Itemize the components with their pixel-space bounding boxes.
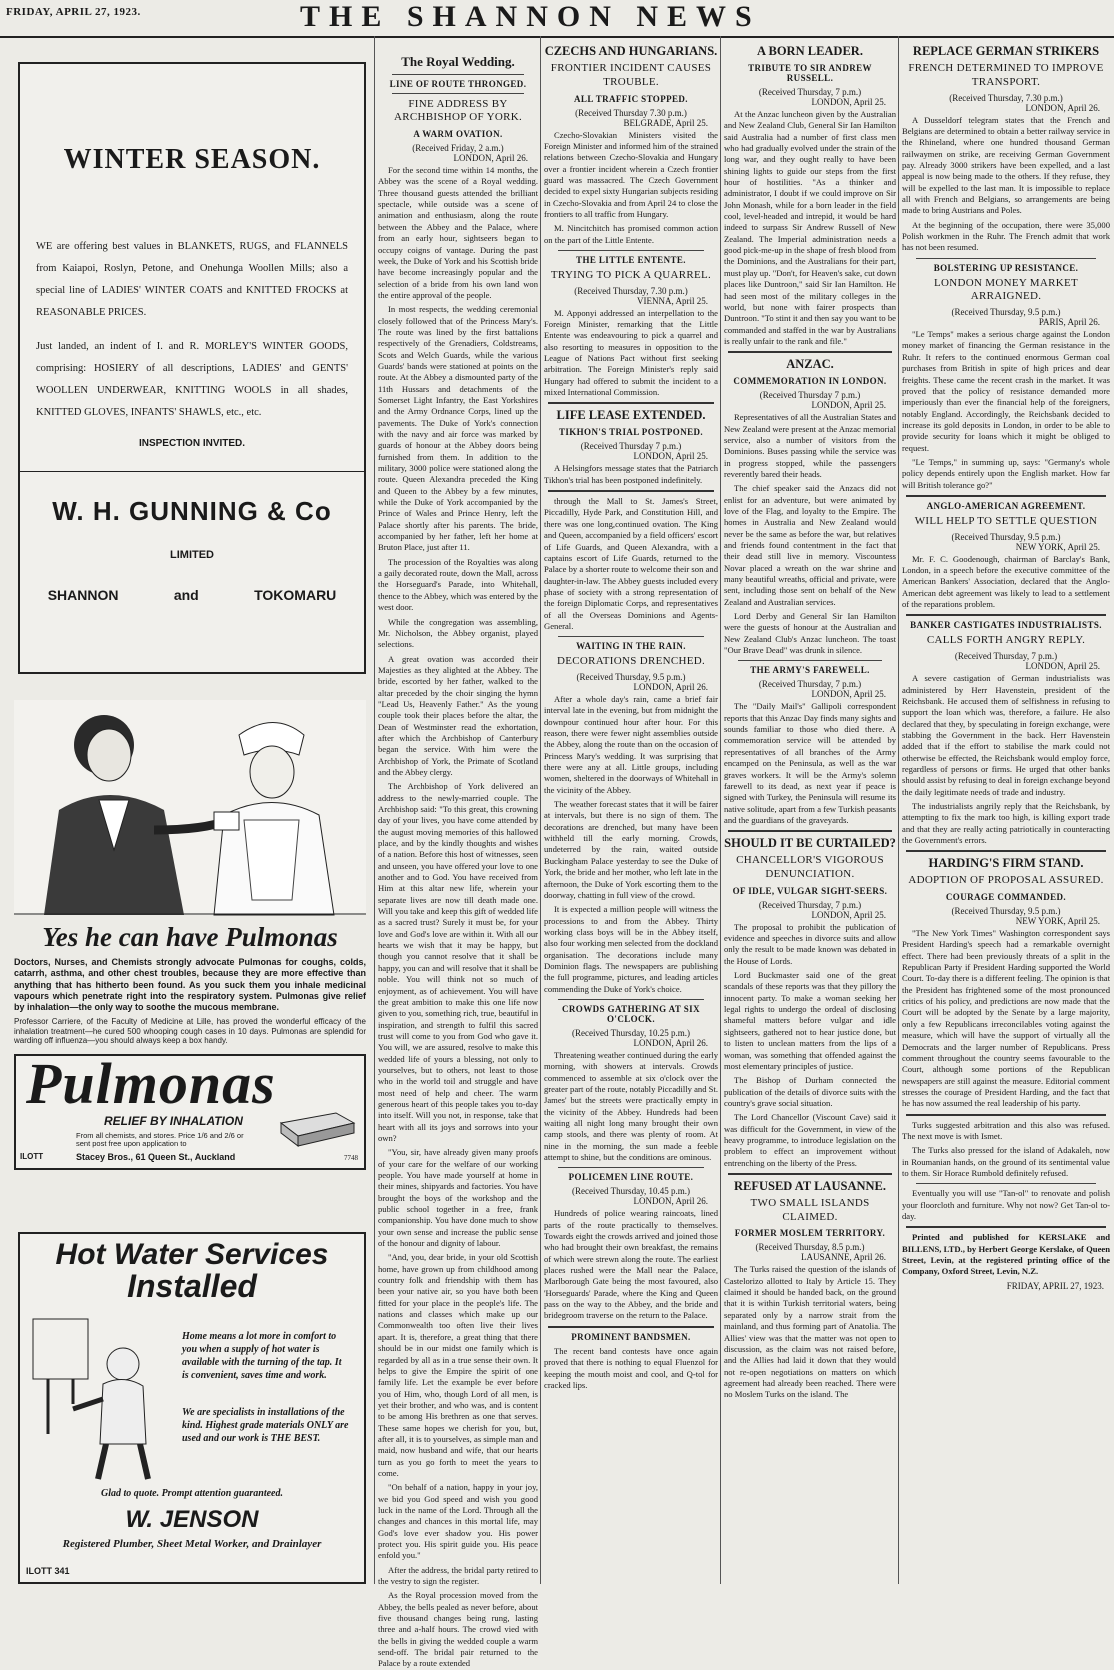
article-paragraph: The weather forecast states that it will be fairer at intervals, but there is no sign of them. The decorations are drenched, but many have been withheld till the early morning. Crowds, undeterred by the rain, waited outside Buckingham Palace yesterday to see the Duke of York, the bride and her mother, who left late in the afternoon, the Duke of York escorting them to the doorway, chatting in full view of the crowd.: [544, 799, 718, 900]
article-paragraph: The Turks raised the question of the islands of Castelorizo allotted to Italy by Article 15. They claimed it should be handed back, on the ground that it is within Turkish territorial waters, being separated only by a narrow strait from the mainland, and thus forming part of Anatolia. The Allies' view was that the matter was not open to discussion, as the claim was not raised before, and the Allies had laid it down that they would not re-open negotiations on matters on which agreement had already been reached. There were no Moslem Turks on the island. The: [724, 1264, 896, 1400]
received-line: (Received Thursday, 7.30 p.m.): [949, 92, 1063, 103]
article-paragraph: The Bishop of Durham connected the publication of the details of divorce suits with the country's grave social situation.: [724, 1075, 896, 1108]
town-shannon: SHANNON: [47, 587, 119, 604]
dateline: NEW YORK, April 25.: [1015, 541, 1100, 552]
winter-season-ad: [18, 62, 366, 674]
masthead-rule: [0, 36, 1114, 38]
article-paragraph: "Le Temps" makes a serious charge against the London money market of financing the German resistance in the Ruhr. It refers to the continued enormous German coal purchases from British in spite of high prices and dear freights. These came the recent crash in the market. It was proved that the policy of resistance demanded more imperiously than ever the financial help of the foreigners, notably England. Accordingly, the Reichsbank decided to increase its gold deposits in London, in order to be able to provide security for loans which it might be obliged to request.: [902, 329, 1110, 453]
jenson-ad: [18, 1232, 366, 1584]
article-title: SHOULD IT BE CURTAILED?: [724, 836, 896, 851]
received-line: (Received Thursday, 7 p.m.): [758, 87, 862, 97]
pulmonas-agent: Stacey Bros., 61 Queen St., Auckland: [76, 1152, 236, 1163]
dateline: LONDON, April 26.: [453, 153, 528, 164]
ad-paragraph: Just landed, an indent of I. and R. MORLEY'S WINTER GOODS, comprising: HOSIERY of all descriptions, LADIES' and GENTS' WOOLLEN UNDERWEAR, KNITTING WOOLS in all shades, KNITTED GLOVES, INFANTS' SHAWLS, etc., etc.: [36, 341, 348, 419]
imprint-date: FRIDAY, APRIL 27, 1923.: [1006, 1280, 1104, 1291]
jenson-name: W. JENSON: [125, 1506, 259, 1533]
article-title: THE LITTLE ENTENTE.: [576, 254, 686, 265]
dateline: VIENNA, April 25.: [637, 295, 708, 306]
received-line: (Received Thursday 7.30 p.m.): [575, 107, 687, 118]
article-paragraph: The industrialists angrily reply that the Reichsbank, by attempting to fix the mark too high, is killing export trade and that they are really acting patriotically in counteracting the Government's errors.: [902, 800, 1110, 845]
dateline: NEW YORK, April 25.: [1015, 916, 1100, 927]
article-paragraph: M. Apponyi addressed an interpellation to the Foreign Minister, remarking that the Little Entente was endeavouring to pick a quarrel and also resorting to measures in opposition to the League of Nations Pact without first seeking arbitration. The Foreign Minister's reply said Hungary had offered to submit the incident to a mixed International Commission.: [544, 307, 718, 398]
article-paragraph: Representatives of all the Australian States and New Zealand were present at the Anzac memorial service, also a number of visitors from the Dominions. Buses passing while the service was in progress stopped, while the passengers reverently bared their heads.: [724, 412, 896, 479]
column-rule: [540, 36, 541, 1584]
article-subhead: FRENCH DETERMINED TO IMPROVE TRANSPORT.: [908, 62, 1104, 88]
dateline: LONDON, April 26.: [633, 1196, 708, 1207]
dateline: LONDON, April 26.: [633, 682, 708, 692]
article-title: WAITING IN THE RAIN.: [576, 641, 686, 652]
town-tokomaru: TOKOMARU: [254, 587, 337, 604]
article-paragraph: Lord Derby and General Sir Ian Hamilton were the guests of honour at the Australian and New Zealand Club's Anzac luncheon. The toast "Our Brave Dead" was drunk in silence.: [724, 611, 896, 656]
article-paragraph: "Le Temps," in summing up, says: "Germany's whole policy depends entirely upon the English market. How far will British tolerance go?": [902, 456, 1110, 490]
article-paragraph: As the Royal procession moved from the Abbey, the bells pealed as never before, about five thousand changes being rung, lasting three and a-half hours. The crowd vied with the bells in giving the wedded couple a warm send-off. The bridal pair returned to the Palace by a route extended: [378, 1590, 538, 1669]
ad-paragraph: WE are offering best values in BLANKETS, RUGS, and FLANNELS from Kaiapoi, Roslyn, Petone, and Onehunga Woollen Mills; also a special line of LADIES' WINTER COATS and KNITTED FROCKS at REASONABLE PRICES.: [36, 241, 348, 319]
article-title: REFUSED AT LAUSANNE.: [733, 1178, 886, 1193]
article-paragraph: A Dusseldorf telegram states that the French and Belgians are determined to obtain a better railway service in the Rhineland, where one hundred thousand German railwaymen on strike, are receiving German Government pay. Already 3000 strikers have been expelled, and a last appeal is now being made to the others. If they refuse, they will be expelled to the last man. It is impossible to replace all with French and Belgians, so arrangements are being made to bring Austrians and Poles.: [902, 114, 1110, 216]
column-rule: [374, 36, 375, 1584]
article-subhead: COURAGE COMMANDED.: [945, 892, 1067, 903]
article-paragraph: The proposal to prohibit the publication of evidence and speeches in divorce suits and allow only the result to be made known was debated in the House of Lords.: [724, 921, 896, 966]
ad-paragraph: Home means a lot more in comfort to you when a supply of hot water is available with the turning of the tap. It is convenient, saves time and work.: [182, 1331, 342, 1381]
imprint: Printed and published for KERSLAKE and BILLENS, LTD., by Herbert George Kerslake, of Queen Street, Levin, at the registered printing office of the Company, Oxford Street, Levin, N.Z.: [902, 1232, 1110, 1277]
column-rule: [720, 36, 721, 1584]
received-line: (Received Thursday, 10.45 p.m.): [572, 1186, 690, 1197]
article-subhead: A WARM OVATION.: [413, 129, 503, 140]
ad-paragraph: Professor Carriere, of the Faculty of Medicine at Lille, has proved the wonderful efficacy of the inhalation treatment—he cured 500 whooping cough cases in 10 days. Pulmonas are splendid for warding off influenza—you should always keep a box handy.: [14, 1017, 366, 1046]
article-paragraph: It is expected a million people will witness the processions to and from the Abbey. Thirty working class boys will be in the Abbey itself, also four working men selected from the dockland organisation. The decorations include many Dominion flags. The newspapers are publishing the full programme, pictures, and leading articles commending the Duke of York's choice.: [544, 904, 718, 994]
received-line: (Received Thursday, 9.5 p.m.): [576, 672, 686, 682]
town-and: and: [173, 587, 199, 604]
ad-title: WINTER SEASON.: [63, 144, 321, 175]
article-paragraph: The chief speaker said the Anzacs did not enlist for an adventure, but were animated by love of the Flag, and loyalty to the Empire. The homes in Australia and New Zealand would never be the same as before the war, but relatives and friends found contentment in the fact that their dead still live in memory. Viscountess Novar placed a wreath on the war shrine and many beautiful wreaths, official and private, were sent, including those sent on behalf of the New Zealand and Australian services.: [724, 483, 896, 607]
pulmonas-ad: [14, 700, 366, 1220]
dateline: LONDON, April 25.: [811, 400, 886, 411]
article-subhead: TWO SMALL ISLANDS CLAIMED.: [750, 1196, 870, 1223]
article-title: A BORN LEADER.: [757, 44, 863, 58]
article-paragraph: While the congregation was assembling, Mr. Nicholson, the Abbey organist, played selections.: [378, 616, 538, 650]
article-title: ANZAC.: [786, 357, 834, 372]
article-paragraph: Mr. F. C. Goodenough, chairman of Barclay's Bank, London, in a speech before the executive committee of the American Bankers' Association, declared that the Anglo-American debt agreement was likely to lead to a settlement of the reparations problem.: [902, 553, 1110, 610]
received-line: (Received Thursday, 7 p.m.): [758, 899, 862, 910]
received-line: (Received Thursday, 8.5 p.m.): [755, 1242, 865, 1253]
article-paragraph: After a whole day's rain, came a brief fair interval late in the evening, but from midnight the downpour continued hour after hour. For this reason, there were fewer night assemblies outside the Abbey, along the route than on the occasion of Princess Mary's wedding. It was surprising that there were any at all. Little groups, including women, sheltered in the doorways of Whitehall in the vicinity of the Abbey.: [544, 694, 718, 795]
column-rule: [898, 36, 899, 1584]
article-title: BANKER CASTIGATES INDUSTRIALISTS.: [910, 620, 1102, 631]
article-subhead: FRONTIER INCIDENT CAUSES TROUBLE.: [550, 62, 712, 88]
article-title: THE ARMY'S FAREWELL.: [750, 665, 870, 676]
article-paragraph: At the Anzac luncheon given by the Australian and New Zealand Club, General Sir Ian Hamilton said Australia had a number of first class men who had gradually evolved under the strain of the long war, and they ought really to have been shining lights to guide our steps from the first hour of hostilities. "As a thinker and administrator, I doubt if we could improve on Sir John Monash, while for a born leader in the field cool, level-headed and intrepid, it would be hard indeed to surpass Sir Andrew Russell of New Zealand. The Imperial administration needs a good pick-me-up in the shape of fresh blood from the Dominions, and the Australians for their part, must play up. "Don't, for Heaven's sake, cut down places like Duntroon," said Sir Ian Hamilton. He had seen most of the military colleges in the world, but none with fairer prospects than Duntroon. "To stint it and then say you want to be commanded and staffed in the war by Australians is really unfair to the rank and file.": [724, 109, 897, 346]
article-paragraph: Lord Buckmaster said one of the great scandals of these reports was that they pillory the innocent party. To make a woman seeking her legal rights to undergo the ordeal of disclosing shameful matters before vulgar and idle sightseers, gathered not to hear justice done, but to listen to unclean matters from the lips of a woman, was something that offended against the most elementary principles of justice.: [724, 970, 896, 1071]
dateline: LONDON, April 26.: [1025, 102, 1100, 113]
ilott-code: ILOTT 341: [26, 1566, 70, 1576]
column-born-leader: [724, 40, 896, 1586]
dateline: LAUSANNE, April 26.: [801, 1252, 886, 1263]
article-paragraph: "On behalf of a nation, happy in your joy, we bid you God speed and wish you good luck in the name of the Lord. Through all the changes and chances in this mortal life, may God's love ever shadow you. His power protect you. His spirit guide you. His peace enfold you.": [378, 1482, 538, 1561]
article-title: ANGLO-AMERICAN AGREEMENT.: [926, 500, 1086, 511]
dateline: PARIS, April 26.: [1038, 317, 1100, 328]
article-paragraph: Czecho-Slovakian Ministers visited the Foreign Minister and informed him of the strained relations between Czecho-Slovakia and Hungary over a frontier incident wherein a Czech frontier guard was massacred. The Czech Government decided to expel sixty Hungarian subjects residing in Czecho-Slovakia and from April 24 to close the frontiers to all traffic from Hungary.: [544, 129, 718, 219]
article-title: PROMINENT BANDSMEN.: [571, 1331, 691, 1342]
article-title: HARDING'S FIRM STAND.: [928, 856, 1084, 871]
ad-paragraph: We are specialists in installations of the kind. Highest grade materials ONLY are used and our work is THE BEST.: [182, 1407, 349, 1444]
dateline: BELGRADE, April 25.: [623, 117, 708, 128]
article-paragraph: The Archbishop of York delivered an address to the newly-married couple. The Archbishop said: "To this great, this crowning day of your lives, you have come attended by the august moving memories of this hallowed place, and by the kindly thoughts and wishes of a nation. Before this host of witnesses, seen and unseen, you have offered your love to one another and to God. You have received from Him at this altar new life, wherein your separate lives are now till death made one. Will you take and keep this gift of wedded life as a sacred trust? Surely it must be, for your love and God's love are within it. With all our hearts we wish that it may be happy, but though you cannot resolve that it shall be happy, you can and will resolve that it shall be noble. You will think not so much of enjoyment, as of achievement. You will have the great ambition to make this one life now given to you, something rich, true, beautiful in inspiration, and strength to fulfil this sacred trust will come to you from God who gave it. You will, we are assured, resolve to make this wedded life of yours a blessing, not only to yourselves, but to others, not least to those who in the world toil and struggle and have most need of help and cheer. The warm generous heart of this people takes you to-day into itself. Will you not, in response, take that heart with all its joys and sorrows into your own?: [378, 781, 538, 1143]
article-subhead: FINE ADDRESS BY ARCHBISHOP OF YORK.: [393, 97, 523, 124]
article-paragraph: "The New York Times" Washington correspondent says President Harding's speech had a remarkable overnight effect. There had been previously threats of a split in the Republican Party if President Harding supported the World Court. To-day there is a different feeling. The opinion is that the President has frightened some of the most pronounced critics of his policy, and predictions are now made that the Court will be adopted by the Senate by a large majority, only a few Republicans irreconcilables voting against the measure, which will have the support of virtually all the Democrats and the larger number of Republicans. Press comment throughout the country seems favourable to the Court, although some portions of the Republican newspapers are still against the measure. Editorial comment stresses the courage of President Harding, and the fact that he has now assumed the real leadership of his party.: [902, 928, 1110, 1109]
article-title: LIFE LEASE EXTENDED.: [556, 408, 706, 423]
article-paragraph: For the second time within 14 months, the Abbey was the scene of a Royal wedding. Three thousand guests attended the brilliant spectacle, while outside was a scene of animation and enthusiasm, along the route between the Abbey and the Palace, where from an early hour, sightseers began to occupy coigns of vantage. During the past week, the Duke of York and his Scottish bride have become increasingly popular and the selection of a bride from his own land won the entire approval of the people.: [378, 165, 538, 300]
received-line: (Received Thursday, 9.5 p.m.): [951, 531, 1061, 542]
article-subhead: CALLS FORTH ANGRY REPLY.: [926, 634, 1086, 647]
article-subhead: TRYING TO PICK A QUARREL.: [550, 268, 712, 281]
article-paragraph: Eventually you will use "Tan-ol" to renovate and polish your floorcloth and furniture. Why not now? Get Tan-ol to-day.: [902, 1188, 1110, 1221]
article-subhead: ALL TRAFFIC STOPPED.: [574, 93, 688, 104]
pulmonas-box-icon: [276, 1108, 356, 1148]
article-title: CZECHS AND HUNGARIANS.: [544, 44, 718, 58]
received-line: (Received Thursday, 7 p.m.): [954, 651, 1058, 662]
column-german-strikers: [902, 40, 1110, 1586]
article-subhead: LINE OF ROUTE THRONGED.: [389, 78, 527, 89]
article-paragraph: M. Nincitchitch has promised common action on the part of the Little Entente.: [544, 223, 718, 245]
article-subhead: FORMER MOSLEM TERRITORY.: [734, 1228, 886, 1239]
ad-paragraph: Doctors, Nurses, and Chemists strongly advocate Pulmonas for coughs, colds, catarrh, asthma, and other chest troubles, because they are more effective than anything that has hitherto been found. As you suck them you inhale medicinal vapours which penetrate right into the respiratory system. Pulmonas give relief by inhalation—the only way to soothe the mucous membrane.: [14, 957, 366, 1012]
ad-title: Installed: [127, 1268, 257, 1304]
plumber-illustration: [28, 1314, 168, 1484]
firm-limited: LIMITED: [170, 549, 214, 562]
article-paragraph: "You, sir, have already given many proofs of your care for the welfare of our working people. You have made yourself at home in their mines, shipyards and factories. You have brought the boys of the workshop and the public school together in a free, frank companionship. You have done much to show your own sense and increase the public sense of the honour and dignity of labour.: [378, 1147, 538, 1249]
article-paragraph: The Turks also pressed for the island of Adakaleh, now in Roumanian hands, on the ground of its sentimental value to them. Sir Horace Rumbold definitely refused.: [902, 1145, 1110, 1178]
article-paragraph: Turks suggested arbitration and this also was refused. The next move is with Ismet.: [902, 1119, 1110, 1141]
article-title: The Royal Wedding.: [401, 54, 515, 69]
article-title: REPLACE GERMAN STRIKERS: [912, 44, 1100, 58]
article-paragraph: through the Mall to St. James's Street, Piccadilly, Hyde Park, and Constitution Hill, and there was one long,continued ovation. The King and Queen, accompanied by a field officers' escort of Life Guards, and Queen Alexandra, with a captains escort of Life Guards, returned to the Palace by a shorter route to welcome their son and daughter-in-law. The Abbey guests included every phase of society with a strong representation of the foreign Diplomatic Corps, and representatives of all the Overseas Dominions and Agents-General.: [544, 496, 718, 631]
article-paragraph: The "Daily Mail's" Gallipoli correspondent reports that this Anzac Day finds many sights and sounds familiar to those who died there. A commemoration service will be attended by representatives of all branches of the Army encamped on the Peninsula, as well as the war graves workers. It will be the Army's solemn farewell to its dead, as next year if peace is signed with Turkey, the Peninsula will resume its native solitude, apart from a few Turkish peasants and the guardians of the graveyards.: [724, 701, 896, 825]
received-line: (Received Thursday 7 p.m.): [759, 390, 861, 401]
received-line: (Received Thursday, 7.30 p.m.): [574, 285, 688, 296]
jenson-trade: Registered Plumber, Sheet Metal Worker, and Drainlayer: [62, 1538, 322, 1550]
article-paragraph: The recent band contests have once again proved that there is nothing to equal Fluenzol for keeping the mouth moist and cool, and Q-tol for cracked lips.: [544, 1345, 718, 1390]
dateline: LONDON, April 25.: [811, 689, 886, 700]
article-subhead: OF IDLE, VULGAR SIGHT-SEERS.: [732, 885, 888, 896]
article-paragraph: A severe castigation of German industrialists was administered by Herr Havenstein, president of the Reichsbank. He accused them of selfishness in refusing to support the loan which was, therefore, a failure. He also declared that they, by speculating in foreign exchange, were stabbing the Government in the back. Herr Havenstein added that if the effort to stabilise the mark could not otherwise be effected, the Reichsbank would employ force, regardless of persons or firms. He urged that other banks should assist by refusing to deal in foreign exchange beyond the daily legitimate needs of trade and industry.: [902, 673, 1110, 797]
article-subhead: TRIBUTE TO SIR ANDREW RUSSELL.: [748, 63, 872, 83]
article-paragraph: At the beginning of the occupation, there were 35,000 Polish workmen in the Ruhr. The French admit that work has not been resumed.: [902, 219, 1110, 253]
doctor-nurse-illustration: [14, 700, 366, 915]
newspaper-title: THE SHANNON NEWS: [300, 0, 761, 33]
article-paragraph: After the address, the bridal party retired to the vestry to sign the register.: [378, 1564, 538, 1587]
dateline: LONDON, April 26.: [633, 1037, 708, 1048]
article-title: BOLSTERING UP RESISTANCE.: [933, 262, 1079, 273]
dateline: LONDON, April 25.: [633, 451, 708, 462]
article-subhead: ADOPTION OF PROPOSAL ASSURED.: [908, 874, 1104, 887]
received-line: (Received Thursday, 7 p.m.): [758, 679, 862, 690]
dateline: LONDON, April 25.: [811, 909, 886, 920]
article-paragraph: The Lord Chancellor (Viscount Cave) said it was difficult for the Government, in view of the heavy programme, to introduce legislation on the problem to effect an improvement without entrenching on the liberty of the Press.: [724, 1112, 896, 1168]
dateline: LONDON, April 25.: [811, 97, 886, 107]
ad-paragraph: Glad to quote. Prompt attention guaranteed.: [101, 1488, 283, 1499]
article-paragraph: Hundreds of police wearing raincoats, lined parts of the route practically to themselves. Towards eight the crowds arrived and joined those who had brought their own breakfast, the remains of which were strewn along the route. The earliest places rushed were the Mall near the Palace, Marlborough Gate being the most favoured, also 'Horseguards' Parade, where the King and Queen pass on the way to the Abbey, and the bride and bridegroom traverse on the return to the Palace.: [544, 1208, 718, 1321]
article-subhead: WILL HELP TO SETTLE QUESTION: [914, 514, 1098, 527]
article-paragraph: A Helsingfors message states that the Patriarch Tikhon's trial has been postponed indefinitely.: [544, 463, 718, 485]
received-line: (Received Friday, 2 a.m.): [412, 143, 504, 154]
article-title: CROWDS GATHERING AT SIX O'CLOCK.: [562, 1003, 700, 1024]
issue-date: FRIDAY, APRIL 27, 1923.: [6, 6, 141, 18]
article-paragraph: The procession of the Royalties was along a gaily decorated route, down the Mall, across the Horseguard's Parade, into Whitehall, thence to the Abbey, which was entered by the west door.: [378, 556, 538, 613]
received-line: (Received Thursday, 10.25 p.m.): [572, 1027, 690, 1038]
article-subhead: DECORATIONS DRENCHED.: [556, 655, 706, 668]
article-paragraph: In most respects, the wedding ceremonial closely followed that of the Princess Mary's. The route was lined by the first battalions respectively of the Grenadiers, Coldstreams, Scots and Welch Guards, while the various Guards' bands were stationed at points on the route. At the Abbey a dismounted party of the 11th Hussars and detachments of the Somerset Light Infantry, the East Yorkshires and the Army Ordnance Corps, lined up the pavements. The Duke of York's connection with the navy and air force was marked by guards of honour at the Abbey doors being furnished from them. In addition to the military, 3000 police were stationed along the route. Queen Alexandra preceded the King and Queen to the Abbey by a few minutes, while the Duke of York accompanied by the Prince of Wales and Prince Henry, left the Palace shortly after his parents. The bride, accompanied by her father, left her home at Bruton Place, just after 11.: [378, 304, 538, 553]
article-paragraph: "And, you, dear bride, in your old Scottish home, have grown up from childhood among country folk and friendship with them has been your native air, so you have both been fitted for your place in the people's life. The nations and classes which make up our Commonwealth too often live their lives apart. It is, therefore, a great thing that there should be in our midst one family which is regarded by all as in a true sense their own. It helps to give the Empire the spirit of one family life. Let the example be ever before you of Him, who, though Lord of all men, is yet their brother, and who was, and is content to be among His brethren as one that serves. These same hopes we cherish for you, but, after all, it is to yourselves, as simple man and maid, now husband and wife, that our hearts turn as you go forth to meet the years to come.: [378, 1252, 538, 1478]
dateline: LONDON, April 25.: [1025, 661, 1100, 672]
article-subhead: LONDON MONEY MARKET ARRAIGNED.: [933, 276, 1078, 303]
ilott-code: ILOTT: [20, 1152, 44, 1162]
ad-title: Hot Water Services: [55, 1238, 329, 1271]
firm-name: W. H. GUNNING & Co: [52, 496, 332, 527]
article-paragraph: Threatening weather continued during the early morning, with showers at intervals. Crowds commenced to assemble at six o'clock over the greater part of the route, notably Piccadilly and St. James' but the streets were practically empty in the vicinity of the Abbey. Hundreds had been waiting all night long many brought their own camp stools, and there was plenty of room. At nine in the morning, the sun made a feeble attempt to shine, but the conditions are ominous.: [544, 1049, 718, 1163]
received-line: (Received Thursday 7 p.m.): [580, 441, 682, 452]
article-subhead: CHANCELLOR'S VIGOROUS DENUNCIATION.: [736, 854, 884, 880]
article-subhead: COMMEMORATION IN LONDON.: [733, 376, 887, 387]
pulmonas-tagline: RELIEF BY INHALATION: [104, 1114, 243, 1129]
column-czechs-hungarians: [544, 40, 718, 1586]
article-title: POLICEMEN LINE ROUTE.: [568, 1172, 694, 1183]
received-line: (Received Thursday, 9.5 p.m.): [951, 906, 1061, 917]
article-subhead: TIKHON'S TRIAL POSTPONED.: [558, 427, 704, 438]
column-royal-wedding: [378, 40, 538, 1669]
pulmonas-slogan: Yes he can have Pulmonas: [42, 922, 338, 952]
article-paragraph: A great ovation was accorded their Majesties as they alighted at the Abbey. The bride, escorted by her father, walked to the altar preceded by the choir singing the hymn "Lead Us, Heavenly Father." As the young couple took their places before the altar, the Dean of Westminster read the exhortation, after which the Archbishop of Canterbury began the service. With him were the Archbishop of York, the Primate of Scotland and the Abbey clergy.: [378, 653, 538, 777]
pulmonas-fine-print: From all chemists, and stores. Price 1/6 and 2/6 or sent post free upon application to: [76, 1131, 244, 1149]
pulmonas-brand: Pulmonas: [26, 1051, 276, 1117]
received-line: (Received Thursday, 9.5 p.m.): [951, 307, 1061, 318]
inspection-invited: INSPECTION INVITED.: [138, 438, 246, 450]
ad-code: 7748: [344, 1154, 358, 1163]
